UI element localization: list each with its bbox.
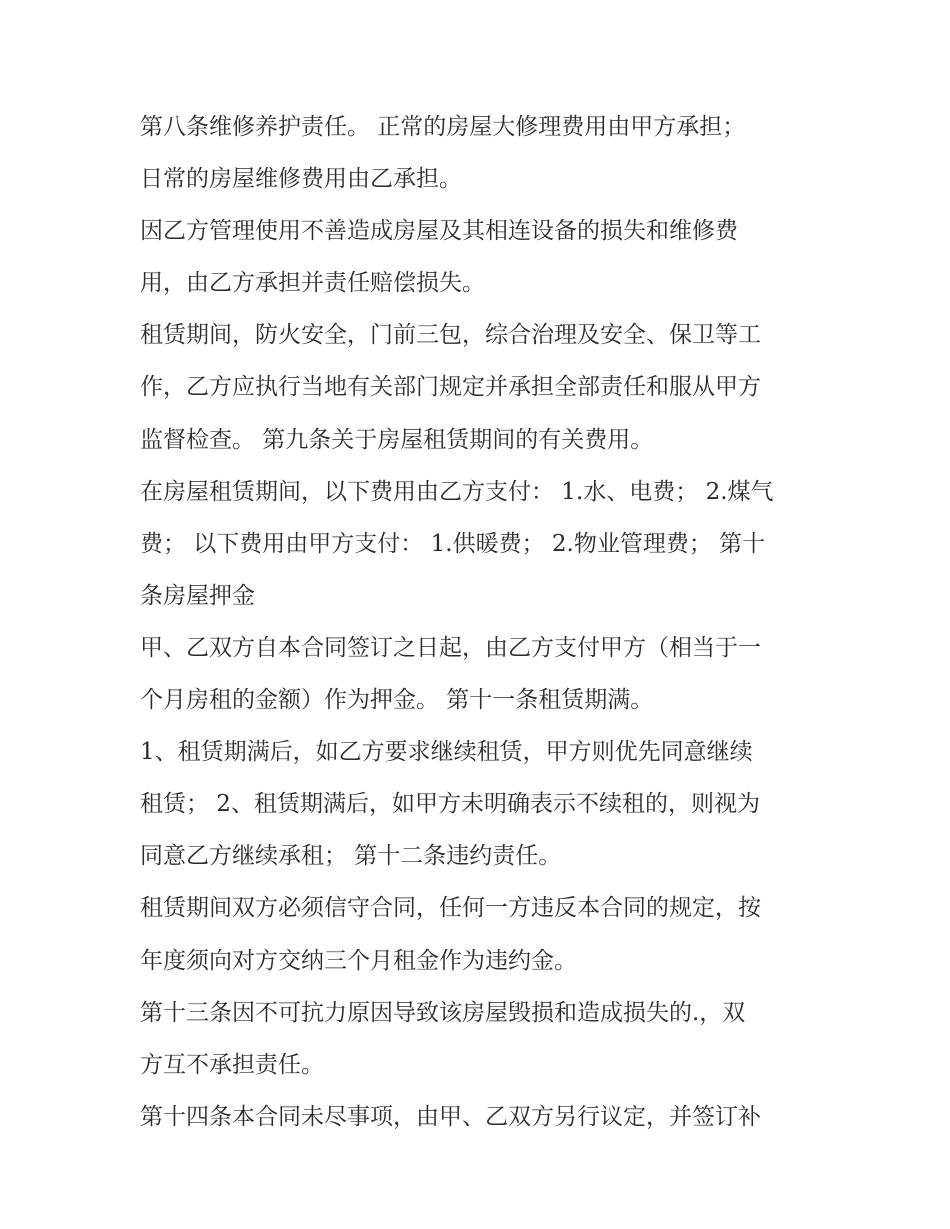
text-line: 费； 以下费用由甲方支付： 1.供暖费； 2.物业管理费； 第十 [140, 530, 766, 557]
text-line: 在房屋租赁期间，以下费用由乙方支付： 1.水、电费； 2.煤气 [140, 478, 774, 505]
text-line: 同意乙方继续承租； 第十二条违约责任。 [140, 843, 562, 870]
text-line: 作，乙方应执行当地有关部门规定并承担全部责任和服从甲方 [140, 374, 761, 401]
text-line: 因乙方管理使用不善造成房屋及其相连设备的损失和维修费 [140, 218, 738, 245]
text-line: 年度须向对方交纳三个月租金作为违约金。 [140, 947, 577, 974]
text-line: 甲、乙双方自本合同签订之日起，由乙方支付甲方（相当于一 [140, 634, 761, 661]
text-line: 租赁期间双方必须信守合同，任何一方违反本合同的规定，按 [140, 895, 761, 922]
text-line: 日常的房屋维修费用由乙承担。 [140, 166, 462, 193]
text-line: 租赁； 2、租赁期满后，如甲方未明确表示不续租的，则视为 [140, 791, 760, 818]
text-line: 条房屋押金 [140, 582, 255, 609]
text-line: 租赁期间，防火安全，门前三包，综合治理及安全、保卫等工 [140, 322, 761, 349]
text-line: 方互不承担责任。 [140, 1051, 324, 1078]
text-line: 1、租赁期满后，如乙方要求继续租赁，甲方则优先同意继续 [140, 739, 753, 766]
text-line: 第八条维修养护责任。 正常的房屋大修理费用由甲方承担； [140, 114, 746, 140]
text-line: 第十三条因不可抗力原因导致该房屋毁损和造成损失的.，双 [140, 999, 746, 1026]
text-line: 用，由乙方承担并责任赔偿损失。 [140, 270, 485, 297]
contract-text [140, 101, 830, 1143]
text-line: 监督检查。 第九条关于房屋租赁期间的有关费用。 [140, 426, 654, 453]
text-line: 第十四条本合同未尽事项，由甲、乙双方另行议定，并签订补 [140, 1103, 761, 1130]
text-line: 个月房租的金额）作为押金。 第十一条租赁期满。 [140, 687, 654, 714]
